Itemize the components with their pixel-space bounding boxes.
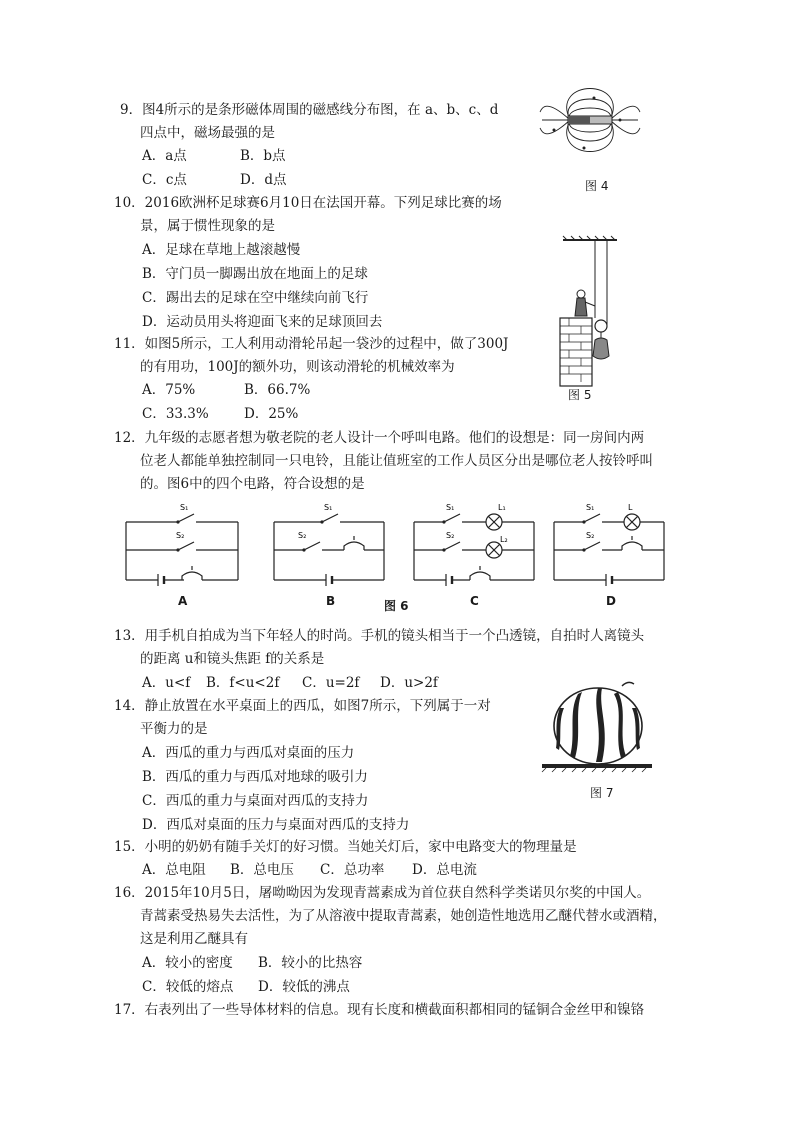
q16-stem-line1: 16．2015年10月5日，屠呦呦因为发现青蒿素成为首位获自然科学类诺贝尔奖的中国人。 [114,885,651,901]
circuit-c [414,502,534,588]
q13-stem-line1: 13．用手机自拍成为当下年轻人的时尚。手机的镜头相当于一个凸透镜，自拍时人离镜头 [114,628,645,644]
q13-option-d: D．u>2f [380,675,438,691]
q10-stem-line2: 景，属于惯性现象的是 [140,218,275,234]
q16-stem-line2: 青蒿素受热易失去活性，为了从溶液中提取青蒿素，她创造性地选用乙醚代替水或酒精， [140,908,667,924]
circuit-d-s2-label: S₂ [586,531,595,540]
circuit-d [554,502,664,588]
circuit-b [274,502,384,588]
q14-option-b: B．西瓜的重力与西瓜对地球的吸引力 [142,769,368,785]
q9-option-d: D．d点 [240,172,287,188]
q11-stem-line2: 的有用功，100J的额外功，则该动滑轮的机械效率为 [140,359,455,375]
q11-option-b: B．66.7% [244,382,311,398]
figure-6-caption: 图 6 [384,599,409,613]
circuit-c-l1-label: L₁ [498,503,506,512]
q16-option-a: A．较小的密度 [142,955,233,971]
figure-5-caption: 图 5 [568,388,592,402]
circuit-b-s1-label: S₁ [324,503,333,512]
circuit-a-label: A [178,594,188,608]
q10-option-d: D．运动员用头将迎面飞来的足球顶回去 [142,314,383,330]
q9-option-c: C．c点 [142,172,187,188]
q10-option-b: B．守门员一脚踢出放在地面上的足球 [142,266,368,282]
q11-stem-line1: 11．如图5所示，工人利用动滑轮吊起一袋沙的过程中，做了300J [114,336,509,352]
q12-stem-line2: 位老人都能单独控制同一只电铃，且能让值班室的工作人员区分出是哪位老人按铃呼叫 [140,453,653,469]
q11-option-c: C．33.3% [142,406,209,422]
q14-option-a: A．西瓜的重力与西瓜对桌面的压力 [142,745,355,761]
q15-option-d: D．总电流 [412,862,477,878]
circuit-c-s1-label: S₁ [446,503,455,512]
circuit-c-label: C [470,594,479,608]
q9-stem-line2: 四点中，磁场最强的是 [140,125,275,141]
pulley-figure [555,236,625,386]
circuit-b-label: B [326,594,336,608]
q15-option-c: C．总功率 [320,862,385,878]
circuit-c-l2-label: L₂ [500,535,508,544]
circuit-d-s1-label: S₁ [586,503,595,512]
circuit-b-s2-label: S₂ [298,531,307,540]
q14-option-c: C．西瓜的重力与桌面对西瓜的支持力 [142,793,369,809]
circuit-d-l-label: L [628,503,633,512]
magnet-field-figure [540,68,640,168]
q9-option-a: A．a点 [142,148,187,164]
q13-option-c: C．u=2f [302,675,360,691]
q12-stem-line1: 12．九年级的志愿者想为敬老院的老人设计一个呼叫电路。他们的设想是：同一房间内两 [114,430,645,446]
q14-option-d: D．西瓜对桌面的压力与桌面对西瓜的支持力 [142,817,410,833]
q16-option-c: C．较低的熔点 [142,979,234,995]
q9-stem-line1: 9．图4所示的是条形磁体周围的磁感线分布图，在 a、b、c、d [120,102,499,118]
q13-option-a: A．u<f [142,675,191,691]
circuit-a [126,502,238,588]
circuit-a-s2-label: S₂ [176,531,185,540]
circuit-a-s1-label: S₁ [180,503,189,512]
q16-option-b: B．较小的比热容 [258,955,363,971]
q17-stem-line1: 17．右表列出了一些导体材料的信息。现有长度和横截面积都相同的锰铜合金丝甲和镍铬 [114,1002,645,1018]
q11-option-d: D．25% [244,406,299,422]
q13-stem-line2: 的距离 u和镜头焦距 f的关系是 [140,651,325,667]
circuit-c-s2-label: S₂ [446,531,455,540]
q13-option-b: B．f<u<2f [206,675,280,691]
figure-7-caption: 图 7 [590,786,614,800]
q11-option-a: A．75% [142,382,196,398]
q10-stem-line1: 10．2016欧洲杯足球赛6月10日在法国开幕。下列足球比赛的场 [114,195,502,211]
q10-option-a: A．足球在草地上越滚越慢 [142,242,301,258]
q12-stem-line3: 的。图6中的四个电路，符合设想的是 [140,476,365,492]
q16-option-d: D．较低的沸点 [258,979,350,995]
q15-option-b: B．总电压 [230,862,294,878]
q15-stem-line1: 15．小明的奶奶有随手关灯的好习惯。当她关灯后，家中电路变大的物理量是 [114,839,577,855]
q9-option-b: B．b点 [240,148,286,164]
circuit-d-label: D [606,594,616,608]
figure-4-caption: 图 4 [585,179,609,193]
q14-stem-line2: 平衡力的是 [140,721,208,737]
q15-option-a: A．总电阻 [142,862,206,878]
q10-option-c: C．踢出去的足球在空中继续向前飞行 [142,290,369,306]
q14-stem-line1: 14．静止放置在水平桌面上的西瓜，如图7所示，下列属于一对 [114,698,491,714]
q16-stem-line3: 这是利用乙醚具有 [140,931,248,947]
watermelon-figure [542,672,652,772]
